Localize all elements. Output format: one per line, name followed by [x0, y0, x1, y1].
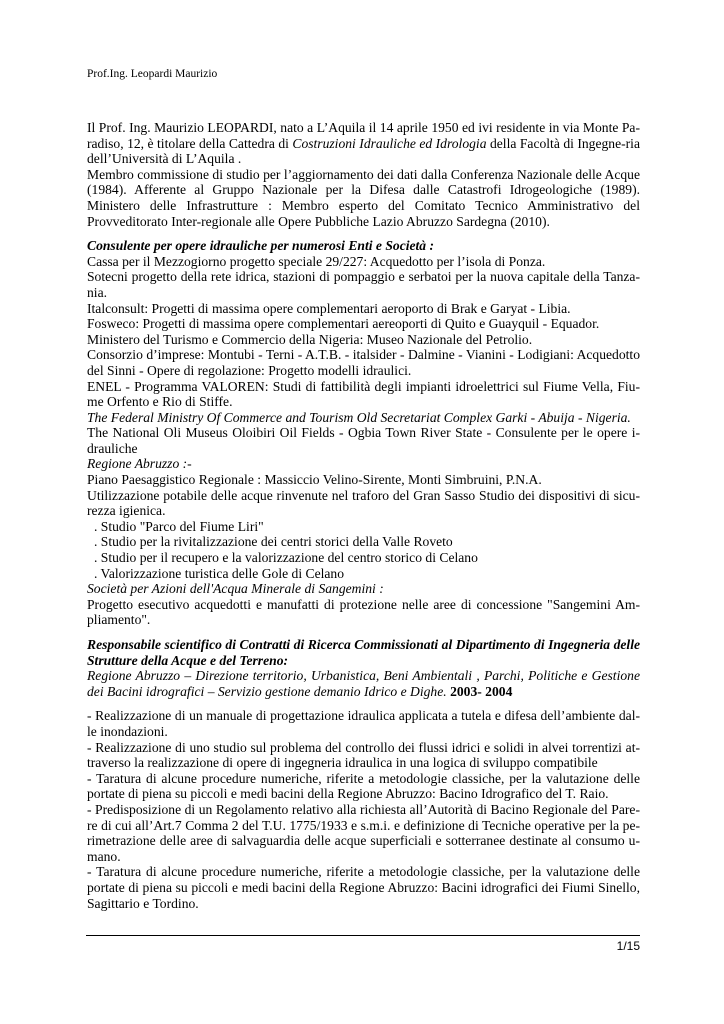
page-number: 1/15: [616, 939, 640, 953]
bio-paragraph-2: Membro commissione di studio per l’aggiornamento dei dati dalla Conferenza Nazionale delle Acque (1984). Afferente al Gruppo Nazionale per la Difesa dalle Catastrofi Idrogeologiche (1989). Ministero delle Infrastrutture : Membro esperto del Comitato Tecnico Amministrativo del Provveditorato Inter-regionale alle Opere Pubbliche Lazio Abruzzo Sardegna (2010).: [87, 166, 640, 229]
bio-text-end: della Facoltà di Ingegne-ria dell’Università di L’Aquila .: [87, 135, 640, 167]
consulente-item: Ministero del Turismo e Commercio della Nigeria: Museo Nazionale del Petrolio.: [87, 331, 533, 347]
page-header: Prof.Ing. Leopardi Maurizio: [87, 68, 218, 80]
responsabile-item: - Taratura di alcune procedure numeriche, riferite a metodologie classiche, per la valutazione delle portate di piena su piccoli e medi bacini della Regione Abruzzo: Bacino Idrografico del T. Raio.: [87, 770, 640, 802]
consulente-item: Consorzio d’imprese: Montubi - Terni - A.T.B. - italsider - Dalmine - Vianini - Lodigiani: Acquedotto del Sinni - Opere di regolazione: Progetto modelli idraulici.: [87, 347, 640, 378]
studio-item: . Studio "Parco del Fiume Liri": [94, 518, 264, 534]
footer-divider: [86, 935, 640, 936]
responsabile-item: - Realizzazione di un manuale di progettazione idraulica applicata a tutela e difesa dell’ambiente dal-le inondazioni.: [87, 708, 640, 739]
regione-item: Piano Paesaggistico Regionale : Massiccio Velino-Sirente, Monti Simbruini, P.N.A.: [87, 472, 542, 488]
responsabile-item: - Predisposizione di un Regolamento relativo alla richiesta all’Autorità di Bacino Regionale del Pare-re di cui all’Art.7 Comma 2 del T.U. 1775/1933 e s.m.i. e definizione di Tecniche operative per la pe-rimetrazione delle aree di salvaguardia delle acque superficiali e sotterranee destinate al consumo u-mano.: [87, 801, 640, 864]
responsabile-heading: Responsabile scientifico di Contratti di Ricerca Commissionati al Dipartimento di Ingegneria delle Strutture della Acque e del Terreno:: [87, 637, 640, 668]
regione-abruzzo-label: Regione Abruzzo :-: [87, 456, 192, 472]
studio-item: . Valorizzazione turistica delle Gole di Celano: [94, 565, 345, 581]
consulente-item: Cassa per il Mezzogiorno progetto speciale 29/227: Acquedotto per l’isola di Ponza.: [87, 253, 546, 269]
document-body: [87, 120, 640, 911]
client-description: Regione Abruzzo – Direzione territorio, Urbanistica, Beni Ambientali , Parchi, Politiche e Gestione dei Bacini idrografici – Servizio gestione demanio Idrico e Dighe.: [87, 668, 640, 699]
sangemini-label: Società per Azioni dell'Acqua Minerale di Sangemini :: [87, 581, 384, 597]
bio-paragraph-1: [87, 120, 640, 167]
studio-item: . Studio per il recupero e la valorizzazione del centro storico di Celano: [94, 550, 478, 566]
consulente-item: ENEL - Programma VALOREN: Studi di fattibilità degli impianti idroelettrici sul Fiume Vella, Fiu-me Orfento e Rio di Stiffe.: [87, 378, 640, 410]
responsabile-subheading: [87, 668, 640, 699]
consulente-item: Sotecni progetto della rete idrica, stazioni di pompaggio e serbatoi per la nuova capitale della Tanza-nia.: [87, 269, 640, 300]
sangemini-item: Progetto esecutivo acquedotti e manufatti di protezione nelle aree di concessione "Sangemini Am-pliamento".: [87, 596, 640, 628]
consulente-item: Fosweco: Progetti di massima opere complementari aereoporti di Quito e Guayquil - Equador.: [87, 316, 600, 332]
responsabile-item: - Taratura di alcune procedure numeriche, riferite a metodologie classiche, per la valutazione delle portate di piena su piccoli e medi bacini della Regione Abruzzo: Bacini idrografici dei Fiumi Sinello, Sagittario e Tordino.: [87, 864, 640, 911]
chair-title: Costruzioni Idrauliche ed Idrologia: [292, 135, 487, 151]
consulente-item: Italconsult: Progetti di massima opere complementari aeroporto di Brak e Garyat - Libia.: [87, 300, 571, 316]
contract-years: 2003- 2004: [446, 683, 513, 699]
studio-item: . Studio per la rivitalizzazione dei centri storici della Valle Roveto: [94, 534, 453, 550]
responsabile-item: - Realizzazione di uno studio sul problema del controllo dei flussi idrici e solidi in alvei torrentizi at-traverso la realizzazione di opere di ingegneria idraulica in una logica di sviluppo compatibile: [87, 739, 640, 771]
federal-ministry-item: The Federal Ministry Of Commerce and Tourism Old Secretariat Complex Garki - Abuija - Nigeria.: [87, 409, 631, 425]
bio-text: Il Prof. Ing. Maurizio LEOPARDI, nato a L’Aquila il 14 aprile 1950 ed ivi residente in via Monte Pa-radiso, 12, è titolare della Cattedra di: [87, 120, 640, 151]
consulente-heading: Consulente per opere idrauliche per numerosi Enti e Società :: [87, 238, 435, 254]
regione-item: Utilizzazione potabile delle acque rinvenute nel traforo del Gran Sasso Studio dei dispositivi di sicu-rezza igienica.: [87, 487, 640, 519]
oil-museum-item: The National Oli Museus Oloibiri Oil Fields - Ogbia Town River State - Consulente per le opere i-drauliche: [87, 425, 640, 456]
